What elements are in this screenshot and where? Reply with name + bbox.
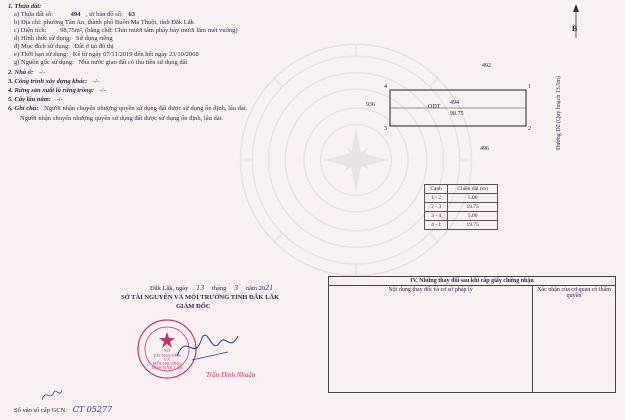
signing-month-label: tháng (211, 285, 227, 292)
table-row (425, 194, 498, 203)
usage-form-line (14, 35, 113, 43)
changes-title: IV. Những thay đổi sau khi cấp giấy chứng nhận (329, 277, 616, 286)
section2-line (8, 69, 45, 77)
signing-place-label: Đắk Lắk, ngày (150, 285, 189, 292)
area-line (14, 27, 237, 35)
registry-label: Số vào sổ cấp GCN: (14, 407, 68, 414)
edge-cell: 1 - 2 (425, 194, 448, 203)
signing-day: 13 (196, 284, 205, 292)
edges-header-length: Chiều dài (m) (448, 185, 498, 194)
vertex-3: 3 (384, 126, 387, 132)
usage-term-line (14, 51, 199, 59)
usage-purpose-line (14, 43, 114, 51)
signature (172, 326, 242, 366)
map-sheet-value: 63 (128, 11, 135, 18)
registry-value: CT 05277 (72, 405, 113, 414)
usage-origin-label: g) Nguồn gốc sử dụng: (14, 59, 74, 66)
area-label: c) Diện tích: (14, 27, 47, 34)
section6-label: 6. Ghi chú: (8, 105, 39, 112)
section3-label: 3. Công trình xây dựng khác: (8, 78, 88, 85)
table-row (425, 203, 498, 212)
vertex-2: 2 (528, 126, 531, 132)
edge-cell: 2 - 3 (425, 203, 448, 212)
section4-line (8, 87, 106, 95)
north-label: B (572, 24, 578, 33)
length-cell: 19.75 (448, 221, 498, 230)
usage-term-value: Kể từ ngày 07/11/2019 đến hết ngày 23/10/2068 (72, 51, 199, 58)
section2-value: -/- (38, 69, 46, 76)
section6-line (8, 105, 247, 113)
changes-col-confirmation: Xác nhận của cơ quan có thẩm quyền (533, 286, 616, 393)
parcel-number-map: 494 (450, 100, 459, 106)
section5-line (8, 96, 63, 104)
usage-purpose-value: Đất ở tại đô thị (74, 43, 114, 50)
section3-value: -/- (93, 78, 100, 85)
length-cell: 19.75 (448, 203, 498, 212)
usage-purpose-label: đ) Mục đích sử dụng: (14, 43, 70, 50)
land-code: ODT (428, 104, 441, 110)
usage-origin-value: Nhà nước giao đất có thu tiền sử dụng đất (78, 59, 188, 66)
parcel-number-label: a) Thửa đất số: (14, 11, 53, 18)
parcel-number-line (14, 11, 135, 19)
section5-label: 5. Cây lâu năm: (8, 96, 51, 103)
edges-header-row (425, 185, 498, 194)
registry-line (14, 406, 112, 415)
edge-cell: 3 - 4 (425, 212, 448, 221)
section6-value: Người nhận chuyển nhượng quyền sử dụng đất được sử dụng ổn định, lâu dài. (44, 105, 248, 112)
signer-title: GIÁM ĐỐC (176, 303, 211, 310)
section5-value: -/- (56, 96, 63, 103)
table-row (425, 212, 498, 221)
changes-table (328, 276, 616, 393)
initials-scribble (40, 386, 64, 404)
section4-label: 4. Rừng sản xuất là rừng trồng: (8, 87, 94, 94)
vertex-1: 1 (528, 84, 531, 90)
table-row (425, 221, 498, 230)
edges-header-edge: Cạnh (425, 185, 448, 194)
section4-value: -/- (99, 87, 106, 94)
usage-form-label: d) Hình thức sử dụng: (14, 35, 72, 42)
signing-year: 21 (265, 284, 274, 292)
signing-date (150, 284, 273, 293)
map-sheet-label: , tờ bản đồ số: (85, 11, 123, 18)
stamp-text-1: SỞ (164, 348, 170, 353)
neighbor-parcel-bottom: 496 (480, 146, 489, 152)
edge-cell: 4 - 1 (425, 221, 448, 230)
section3-line (8, 78, 99, 86)
signing-month: 3 (234, 284, 239, 292)
stamp-text-4: MÔI TRƯỜNG (152, 361, 182, 366)
length-cell: 5.00 (448, 194, 498, 203)
stamp-text-3: VÀ (163, 357, 171, 362)
stamp-text-5: TỈNH ĐẮK LẮK (151, 365, 183, 370)
section2-label: 2. Nhà ở: (8, 69, 34, 76)
length-cell: 5.00 (448, 212, 498, 221)
north-arrow-icon (566, 4, 586, 40)
parcel-area-map: 98.75 (450, 111, 464, 117)
road-label: Đường D2 (Quy hoạch 13.5m) (556, 76, 562, 150)
signing-year-label: năm 20 (245, 285, 266, 292)
issuing-organization: SỞ TÀI NGUYÊN VÀ MÔI TRƯỜNG TỈNH ĐẮK LẮK (121, 294, 280, 301)
changes-col-content: Nội dung thay đổi và cơ sở pháp lý (329, 286, 533, 393)
usage-form-value: Sử dụng riêng (75, 35, 113, 42)
usage-origin-line (14, 59, 187, 67)
section6-note: Người nhận chuyển nhượng quyền sử dụng đất được sử dụng ổn định, lâu dài. (20, 115, 224, 122)
usage-term-label: e) Thời hạn sử dụng: (14, 51, 69, 58)
parcel-number-value: 494 (70, 11, 81, 18)
parcel-sketch (380, 68, 560, 148)
vertex-4: 4 (384, 84, 387, 90)
area-value: 98,75m², (bằng chữ: Chín mươi tám phẩy bảy mươi lăm mét vuông) (60, 27, 238, 34)
neighbor-parcel-top: 492 (482, 63, 491, 69)
edges-table (424, 184, 498, 230)
stamp-text-2: TÀI NGUYÊN (153, 353, 181, 358)
address-line: b) Địa chỉ: phường Tân An, thành phố Buôn Ma Thuột, tỉnh Đắk Lắk (14, 19, 194, 26)
section1-heading: 1. Thửa đất: (8, 3, 42, 10)
signer-name: Trần Đình Nhuận (206, 371, 256, 379)
neighbor-parcel-left: 936 (366, 102, 375, 108)
